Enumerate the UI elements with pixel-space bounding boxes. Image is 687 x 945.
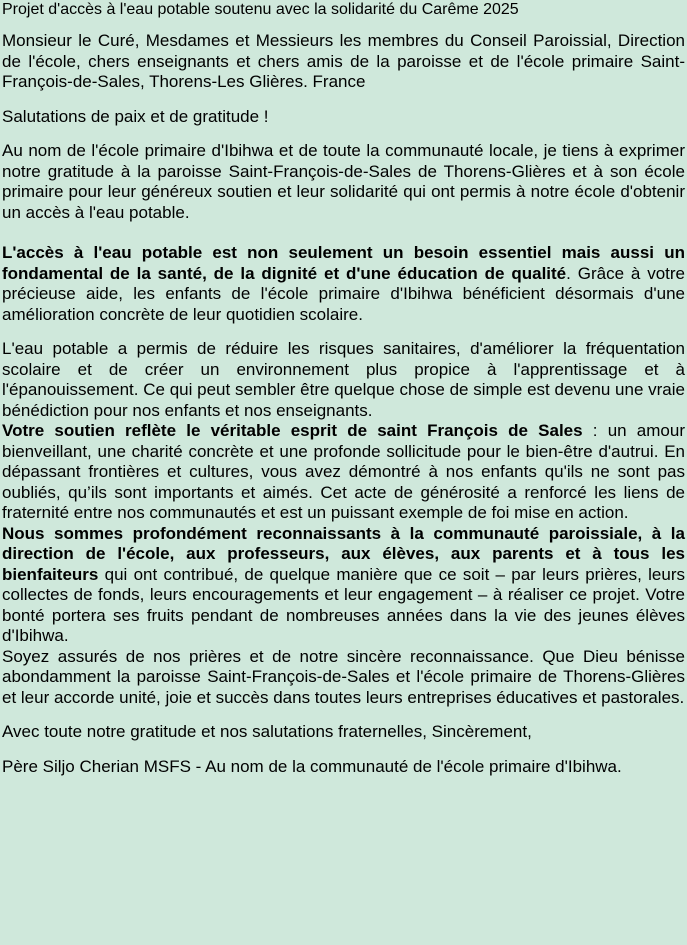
closing-paragraph: Avec toute notre gratitude et nos salutations fraternelles, Sincèrement, <box>2 722 532 741</box>
address-paragraph: Monsieur le Curé, Mesdames et Messieurs les membres du Conseil Paroissial, Direction de l'école, chers enseignants et chers amis de la paroisse et de l'école primaire Saint-François-de-Sales, Thorens-Les Glières. France <box>2 31 685 91</box>
intro-paragraph: Au nom de l'école primaire d'Ibihwa et de toute la communauté locale, je tiens à exprimer notre gratitude à la paroisse Saint-François-de-Sales de Thorens-Glières et à son école primaire pour leur généreux soutien et leur solidarité qui ont permis à notre école d'obtenir un accès à l'eau potable. <box>2 141 685 222</box>
greeting-paragraph: Salutations de paix et de gratitude ! <box>2 106 269 126</box>
spirit-paragraph <box>2 421 685 524</box>
document-title: Projet d'accès à l'eau potable soutenu avec la solidarité du Carême 2025 <box>2 1 519 18</box>
thanks-paragraph <box>2 524 685 647</box>
water-access-text: . Grâce à votre précieuse aide, les enfants de l'école primaire d'Ibihwa bénéficient désormais d'une amélioration concrète de leur quotidien scolaire. <box>2 263 685 324</box>
impact-paragraph: L'eau potable a permis de réduire les risques sanitaires, d'améliorer la fréquentation scolaire et de créer un environnement plus propice à l'apprentissage et à l'épanouissement. Ce qui peut sembler être quelque chose de simple est devenu une vraie bénédiction pour nos enfants et nos enseignants. <box>2 339 685 420</box>
signature-paragraph: Père Siljo Cherian MSFS - Au nom de la communauté de l'école primaire d'Ibihwa. <box>2 756 622 776</box>
prayer-paragraph: Soyez assurés de nos prières et de notre sincère reconnaissance. Que Dieu bénisse abondamment la paroisse Saint-François-de-Sales et l'école primaire de Thorens-Glières et leur accorde unité, joie et succès dans toutes leurs entreprises éducatives et pastorales. <box>2 646 685 707</box>
thanks-text: qui ont contribué, de quelque manière que ce soit – par leurs prières, leurs collectes de fonds, leurs encouragements et leur engagement – à réaliser ce projet. Votre bonté portera ses fruits pendant de nombreuses années dans la vie des jeunes élèves d'Ibihwa. <box>2 564 685 645</box>
spirit-bold-text: Votre soutien reflète le véritable esprit de saint François de Sales <box>2 421 583 440</box>
spirit-text: : un amour bienveillant, une charité concrète et une profonde sollicitude pour le bien-être d'autrui. En dépassant frontières et cultures, vous avez démontré à nos enfants qu'ils ne sont pas oubliés, qu’ils sont importants et aimés. Cet acte de générosité a renforcé les liens de fraternité entre nos communautés et est un puissant exemple de foi mise en action. <box>2 421 685 522</box>
water-access-bold-text: L'accès à l'eau potable est non seulement un besoin essentiel mais aussi un fondamental de la santé, de la dignité et d'une éducation de qualité <box>2 243 685 283</box>
water-access-paragraph <box>2 243 685 325</box>
thanks-bold-text: Nous sommes profondément reconnaissants à la communauté paroissiale, à la direction de l'école, aux professeurs, aux élèves, aux parents et à tous les bienfaiteurs <box>2 523 685 584</box>
